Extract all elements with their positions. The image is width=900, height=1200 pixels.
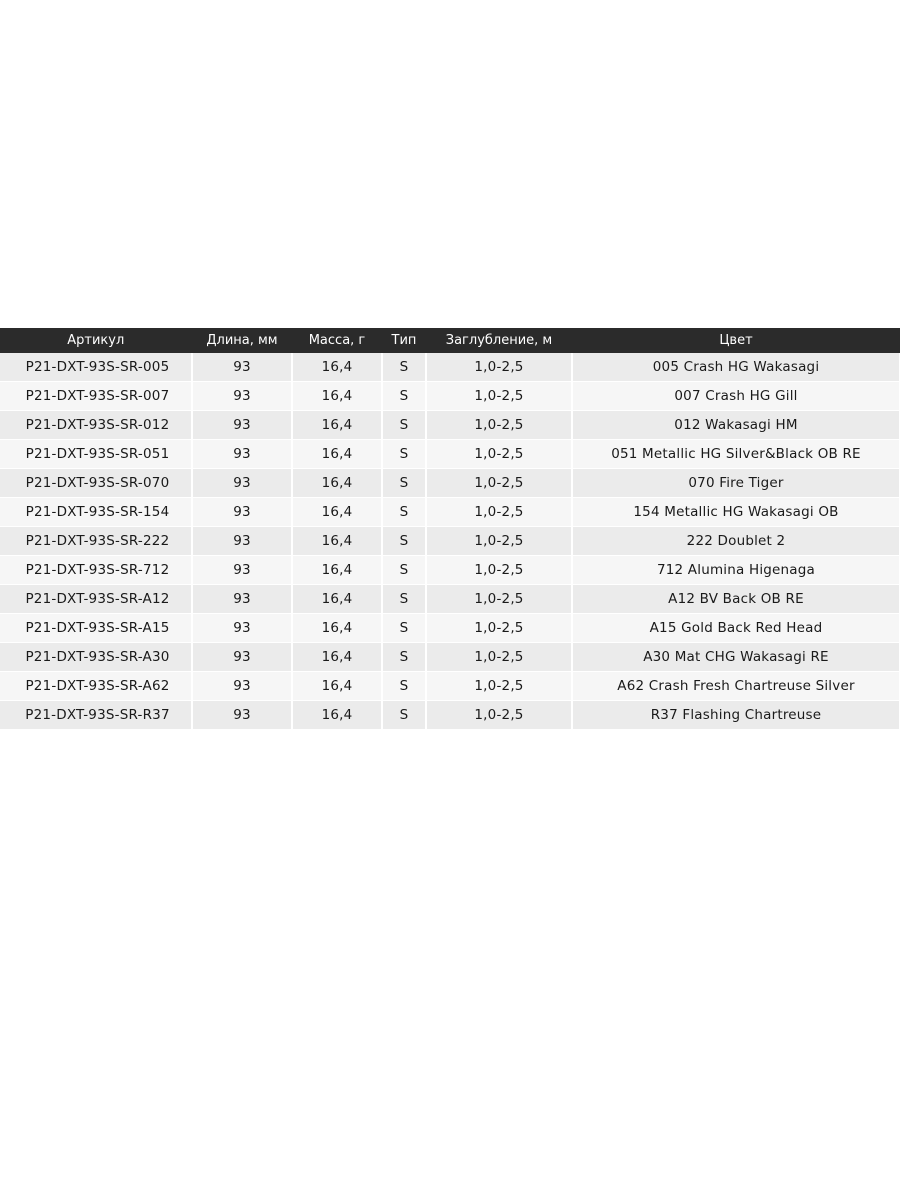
cell-color: 154 Metallic HG Wakasagi OB [572,498,900,527]
cell-article: P21-DXT-93S-SR-A12 [0,585,192,614]
cell-depth: 1,0-2,5 [426,585,572,614]
cell-mass: 16,4 [292,411,382,440]
cell-article: P21-DXT-93S-SR-A62 [0,672,192,701]
cell-color: A15 Gold Back Red Head [572,614,900,643]
cell-type: S [382,643,426,672]
cell-length: 93 [192,353,292,382]
cell-depth: 1,0-2,5 [426,701,572,730]
cell-mass: 16,4 [292,556,382,585]
cell-length: 93 [192,469,292,498]
spec-table-container [0,328,900,730]
header-length: Длина, мм [192,328,292,353]
table-row [0,469,900,498]
header-type: Тип [382,328,426,353]
cell-depth: 1,0-2,5 [426,469,572,498]
cell-mass: 16,4 [292,469,382,498]
cell-type: S [382,672,426,701]
cell-length: 93 [192,643,292,672]
cell-article: P21-DXT-93S-SR-005 [0,353,192,382]
cell-type: S [382,556,426,585]
cell-article: P21-DXT-93S-SR-A15 [0,614,192,643]
table-row [0,527,900,556]
cell-type: S [382,498,426,527]
cell-length: 93 [192,498,292,527]
cell-article: P21-DXT-93S-SR-012 [0,411,192,440]
cell-article: P21-DXT-93S-SR-712 [0,556,192,585]
cell-article: P21-DXT-93S-SR-R37 [0,701,192,730]
header-color: Цвет [572,328,900,353]
header-depth: Заглубление, м [426,328,572,353]
cell-article: P21-DXT-93S-SR-222 [0,527,192,556]
cell-depth: 1,0-2,5 [426,440,572,469]
table-body [0,353,900,730]
cell-mass: 16,4 [292,643,382,672]
header-article: Артикул [0,328,192,353]
cell-depth: 1,0-2,5 [426,411,572,440]
cell-length: 93 [192,411,292,440]
cell-depth: 1,0-2,5 [426,527,572,556]
table-header [0,328,900,353]
cell-type: S [382,469,426,498]
cell-type: S [382,527,426,556]
cell-depth: 1,0-2,5 [426,556,572,585]
cell-mass: 16,4 [292,672,382,701]
table-row [0,498,900,527]
cell-depth: 1,0-2,5 [426,498,572,527]
cell-depth: 1,0-2,5 [426,643,572,672]
cell-color: 070 Fire Tiger [572,469,900,498]
cell-depth: 1,0-2,5 [426,614,572,643]
cell-type: S [382,353,426,382]
cell-type: S [382,411,426,440]
table-row [0,585,900,614]
cell-article: P21-DXT-93S-SR-154 [0,498,192,527]
table-row [0,411,900,440]
cell-type: S [382,440,426,469]
table-row [0,614,900,643]
cell-color: 222 Doublet 2 [572,527,900,556]
cell-article: P21-DXT-93S-SR-A30 [0,643,192,672]
cell-length: 93 [192,556,292,585]
cell-mass: 16,4 [292,382,382,411]
cell-color: 051 Metallic HG Silver&Black OB RE [572,440,900,469]
cell-length: 93 [192,672,292,701]
cell-length: 93 [192,527,292,556]
header-mass: Масса, г [292,328,382,353]
cell-length: 93 [192,701,292,730]
table-row [0,382,900,411]
cell-type: S [382,585,426,614]
cell-mass: 16,4 [292,585,382,614]
cell-color: A12 BV Back OB RE [572,585,900,614]
cell-length: 93 [192,614,292,643]
cell-length: 93 [192,440,292,469]
cell-mass: 16,4 [292,440,382,469]
table-row [0,353,900,382]
cell-depth: 1,0-2,5 [426,353,572,382]
cell-mass: 16,4 [292,701,382,730]
cell-depth: 1,0-2,5 [426,382,572,411]
cell-color: 012 Wakasagi HM [572,411,900,440]
cell-type: S [382,701,426,730]
cell-article: P21-DXT-93S-SR-051 [0,440,192,469]
cell-mass: 16,4 [292,353,382,382]
table-row [0,440,900,469]
cell-length: 93 [192,382,292,411]
cell-color: R37 Flashing Chartreuse [572,701,900,730]
cell-depth: 1,0-2,5 [426,672,572,701]
table-row [0,672,900,701]
spec-table [0,328,900,730]
cell-type: S [382,382,426,411]
cell-mass: 16,4 [292,527,382,556]
cell-mass: 16,4 [292,498,382,527]
table-row [0,556,900,585]
table-row [0,701,900,730]
cell-color: A30 Mat CHG Wakasagi RE [572,643,900,672]
cell-color: A62 Crash Fresh Chartreuse Silver [572,672,900,701]
cell-article: P21-DXT-93S-SR-007 [0,382,192,411]
cell-color: 007 Crash HG Gill [572,382,900,411]
cell-color: 005 Crash HG Wakasagi [572,353,900,382]
cell-article: P21-DXT-93S-SR-070 [0,469,192,498]
table-row [0,643,900,672]
header-row [0,328,900,353]
cell-color: 712 Alumina Higenaga [572,556,900,585]
cell-type: S [382,614,426,643]
cell-length: 93 [192,585,292,614]
cell-mass: 16,4 [292,614,382,643]
